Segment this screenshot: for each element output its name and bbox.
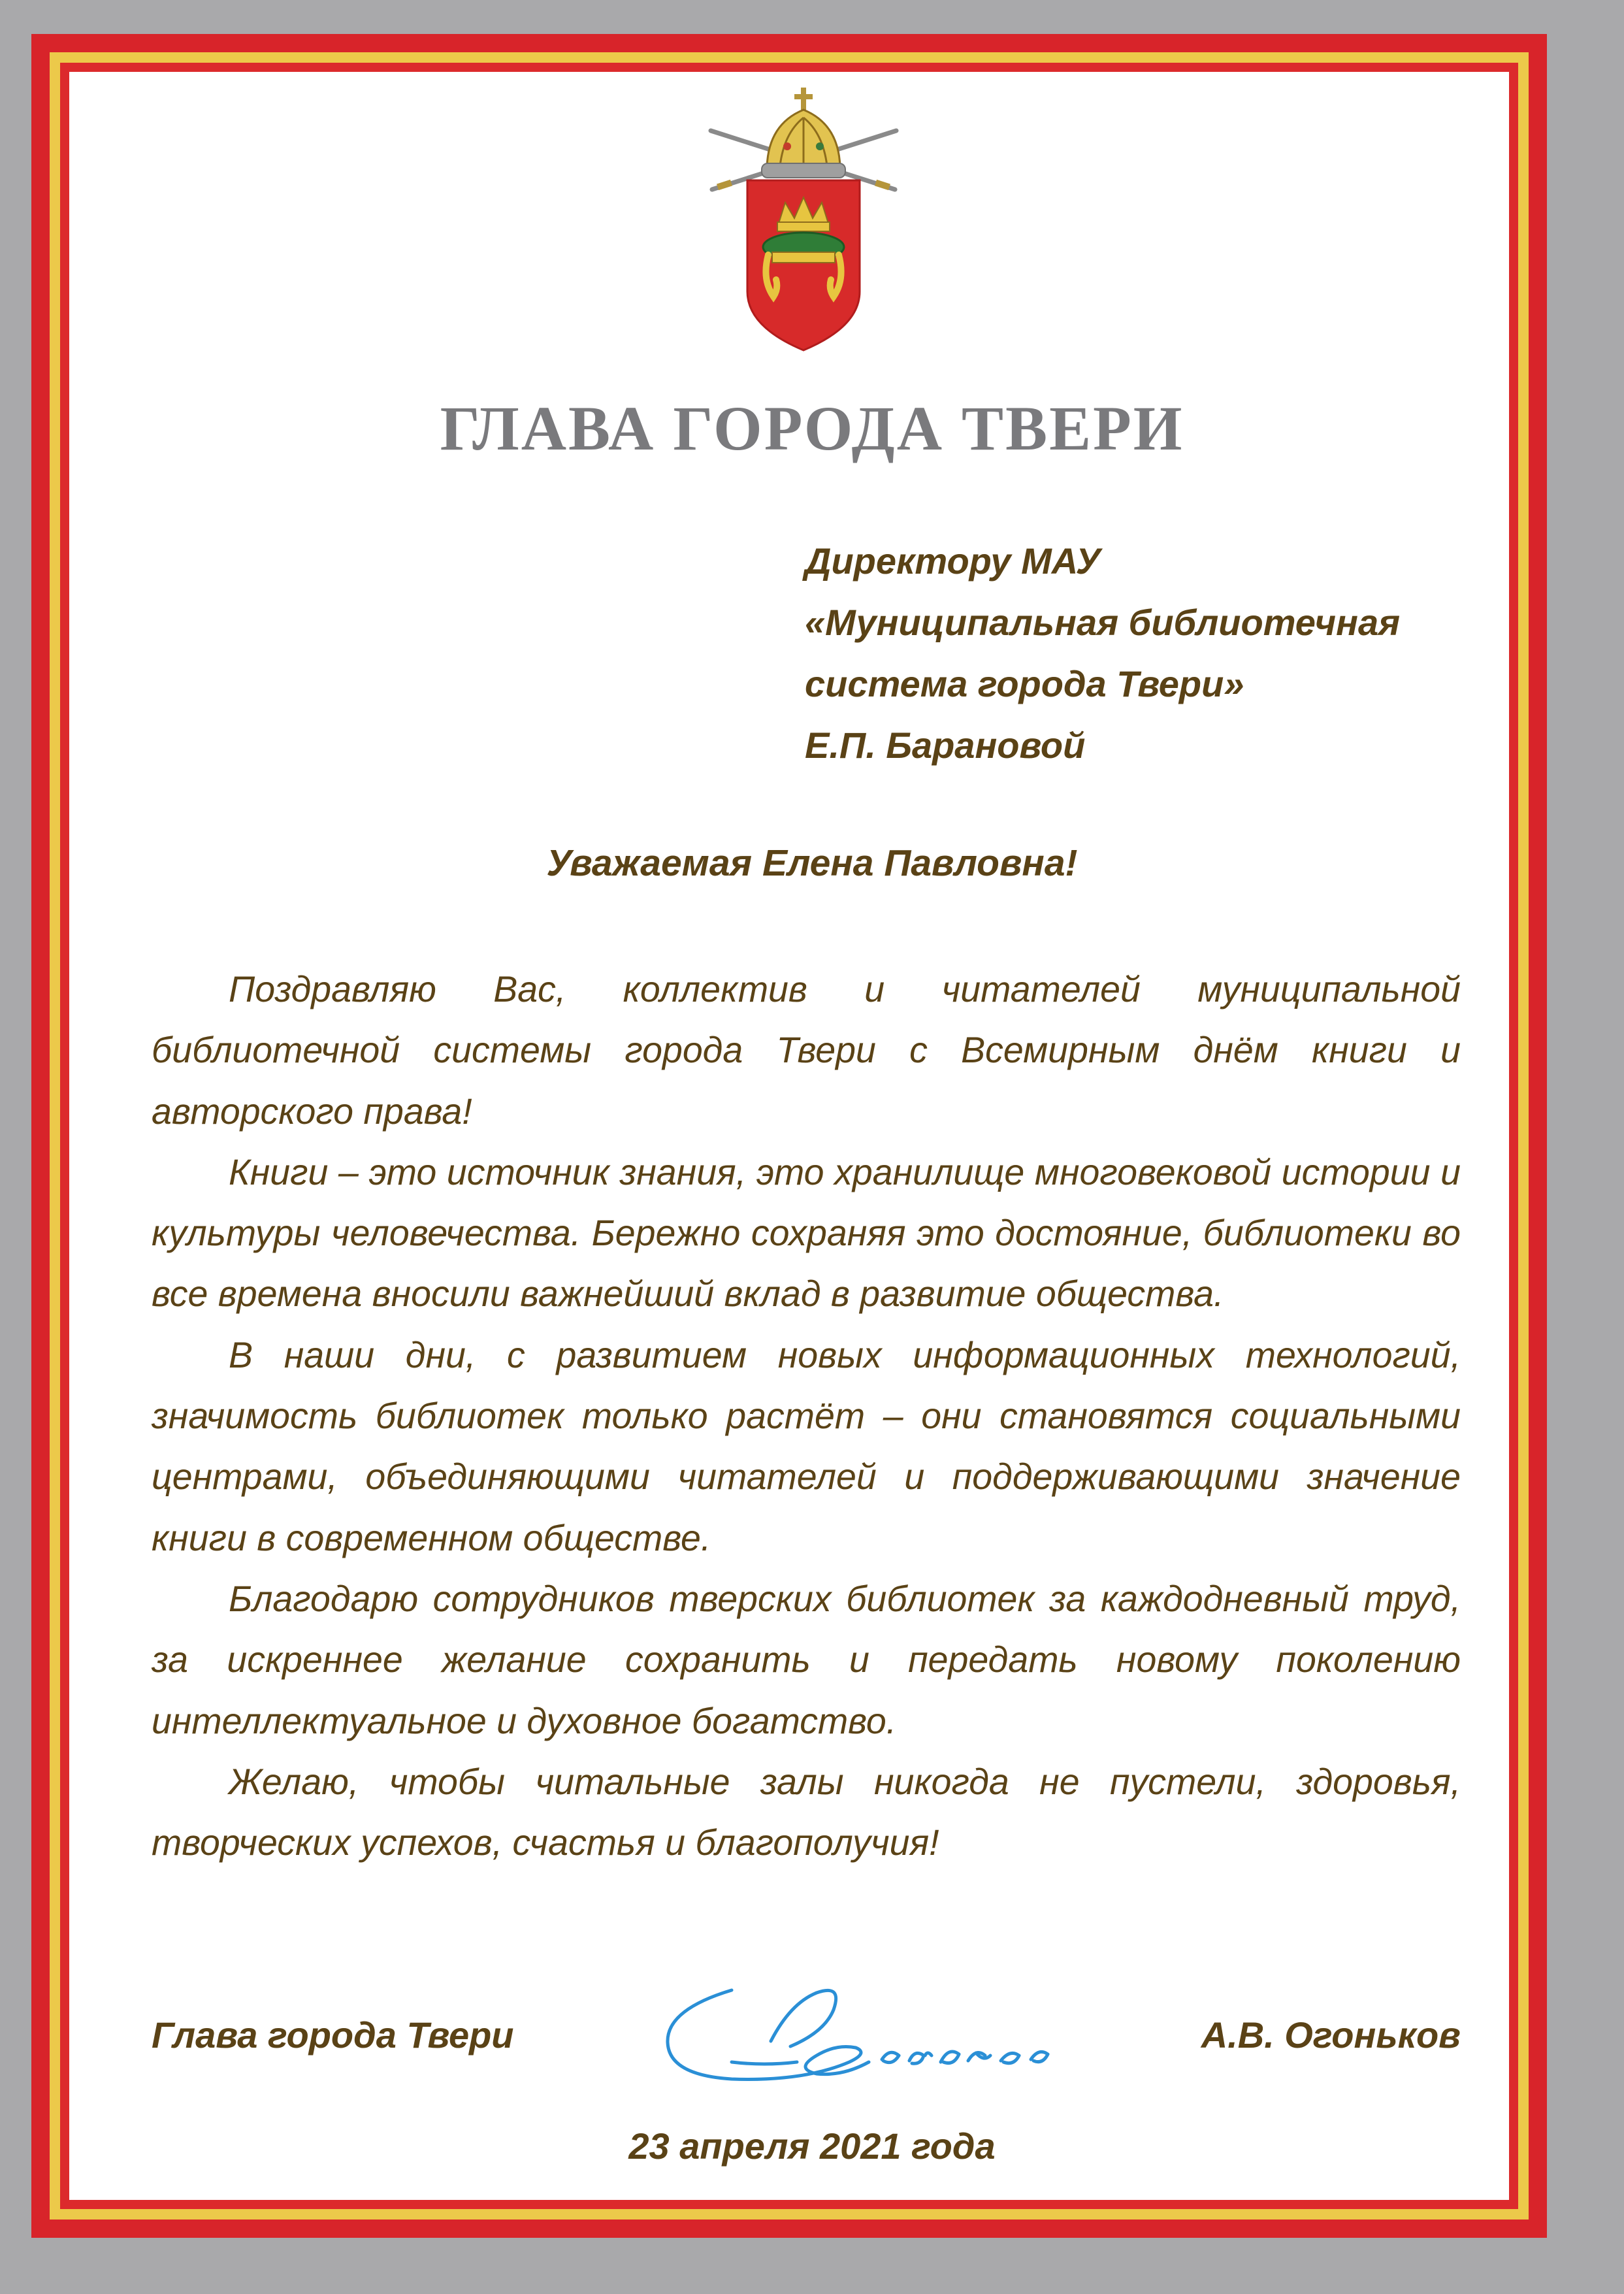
body-paragraph: Благодарю сотрудников тверских библиотек за каждодневный труд, за искреннее желание сохранить и передать новому поколению интеллектуальное и духовное богатство.: [152, 1578, 1461, 1741]
body-paragraph: Книги – это источник знания, это хранилище многовековой истории и культуры человечества. Бережно сохраняя это достояние, библиотеки во все времена вносили важнейший вклад в развитие общества.: [152, 1151, 1461, 1315]
addressee-line: «Муниципальная библиотечная: [805, 602, 1401, 643]
addressee-line: система города Твери»: [805, 663, 1244, 704]
coat-of-arms-icon: [699, 84, 908, 358]
letter-body: [152, 959, 1461, 1873]
salutation: Уважаемая Елена Павловна!: [546, 842, 1078, 884]
letter-date: 23 апреля 2021 года: [628, 2125, 996, 2167]
letterhead-title: ГЛАВА ГОРОДА ТВЕРИ: [440, 393, 1184, 463]
body-paragraph: Желаю, чтобы читальные залы никогда не пустели, здоровья, творческих успехов, счастья и благополучия!: [152, 1761, 1461, 1863]
addressee-block: [805, 531, 1400, 776]
addressee-line: Директору МАУ: [805, 540, 1101, 582]
signatory-name: А.В. Огоньков: [1201, 2014, 1461, 2056]
body-paragraph: В наши дни, с развитием новых информационных технологий, значимость библиотек только растёт – они становятся социальными центрами, объединяющими читателей и поддерживающими значение книги в современном обществе.: [152, 1334, 1461, 1558]
addressee-line: Е.П. Барановой: [805, 725, 1086, 766]
body-paragraph: Поздравляю Вас, коллектив и читателей муниципальной библиотечной системы города Твери с Всемирным днём книги и авторского права!: [152, 969, 1461, 1132]
signatory-position: Глава города Твери: [152, 2014, 514, 2056]
handwritten-signature-icon: [653, 1964, 1097, 2095]
